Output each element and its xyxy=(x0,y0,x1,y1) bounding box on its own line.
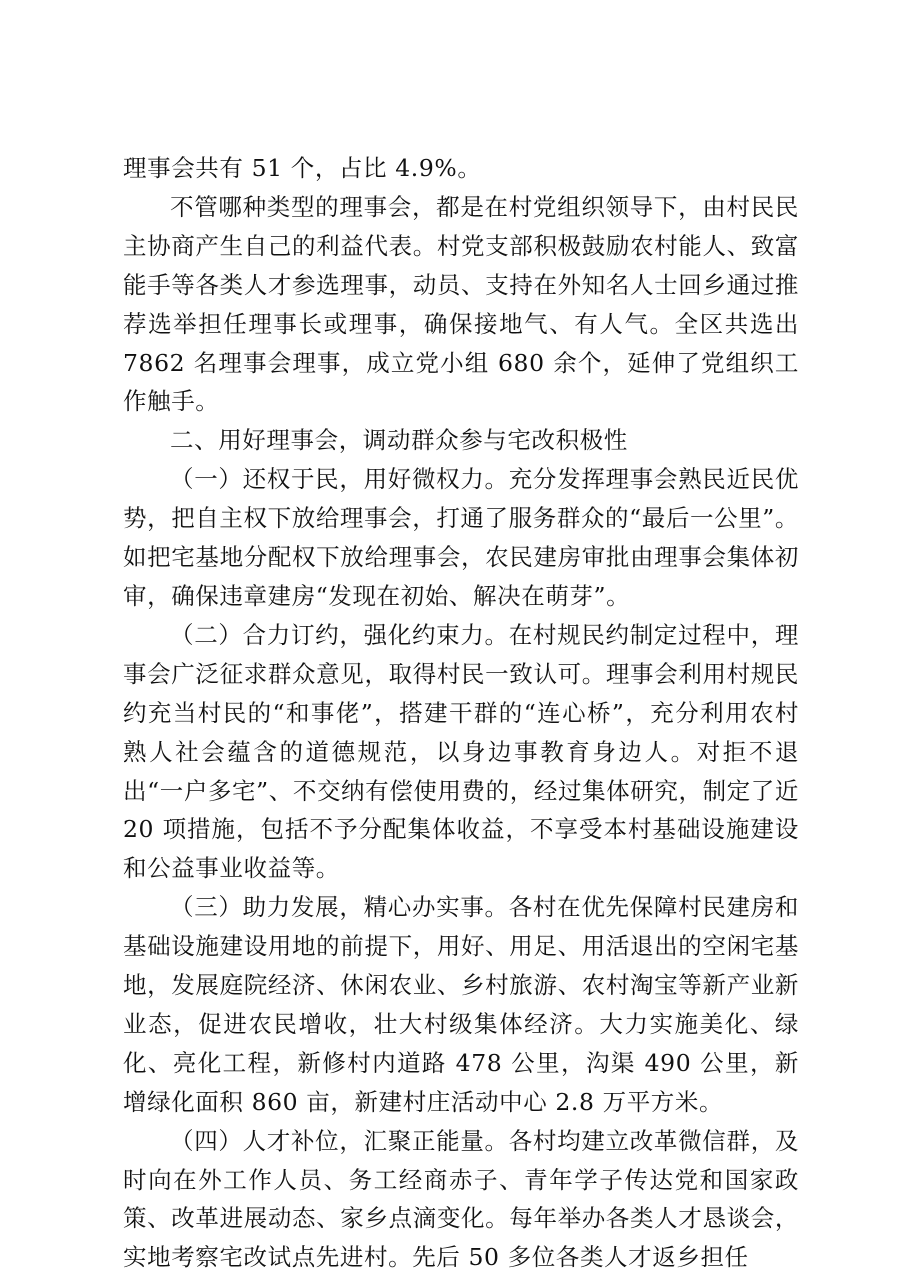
paragraph-item-4: （四）人才补位，汇聚正能量。各村均建立改革微信群，及时向在外工作人员、务工经商赤子、青年学子传达党和国家政策、改革进展动态、家乡点滴变化。每年举办各类人才恳谈会，实地考察宅改试点先进村。先后 50 多位各类人才返乡担任 xyxy=(123,1126,799,1272)
document-body xyxy=(123,149,799,1277)
paragraph-item-1: （一）还权于民，用好微权力。充分发挥理事会熟民近民优势，把自主权下放给理事会，打通了服务群众的“最后一公里”。如把宅基地分配权下放给理事会，农民建房审批由理事会集体初审，确保违章建房“发现在初始、解决在萌芽”。 xyxy=(123,465,799,610)
paragraph-item-2: （二）合力订约，强化约束力。在村规民约制定过程中，理事会广泛征求群众意见，取得村民一致认可。理事会利用村规民约充当村民的“和事佬”，搭建干群的“连心桥”，充分利用农村熟人社会蕴含的道德规范，以身边事教育身边人。对拒不退出“一户多宅”、不交纳有偿使用费的，经过集体研究，制定了近 20 项措施，包括不予分配集体收益，不享受本村基础设施建设和公益事业收益等。 xyxy=(123,620,799,883)
section-heading: 二、用好理事会，调动群众参与宅改积极性 xyxy=(170,426,628,455)
paragraph-item-3: （三）助力发展，精心办实事。各村在优先保障村民建房和基础设施建设用地的前提下，用好、用足、用活退出的空闲宅基地，发展庭院经济、休闲农业、乡村旅游、农村淘宝等新产业新业态，促进农民增收，壮大村级集体经济。大力实施美化、绿化、亮化工程，新修村内道路 478 公里，沟渠 490 公里，新增绿化面积 860 亩，新建村庄活动中心 2.8 万平方米。 xyxy=(123,893,799,1116)
paragraph-council-types: 不管哪种类型的理事会，都是在村党组织领导下，由村民民主协商产生自己的利益代表。村党支部积极鼓励农村能人、致富能手等各类人才参选理事，动员、支持在外知名人士回乡通过推荐选举担任理事长或理事，确保接地气、有人气。全区共选出 7862 名理事会理事，成立党小组 680 余个，延伸了党组织工作触手。 xyxy=(123,192,799,416)
paragraph-continuation: 理事会共有 51 个，占比 4.9%。 xyxy=(123,154,482,182)
